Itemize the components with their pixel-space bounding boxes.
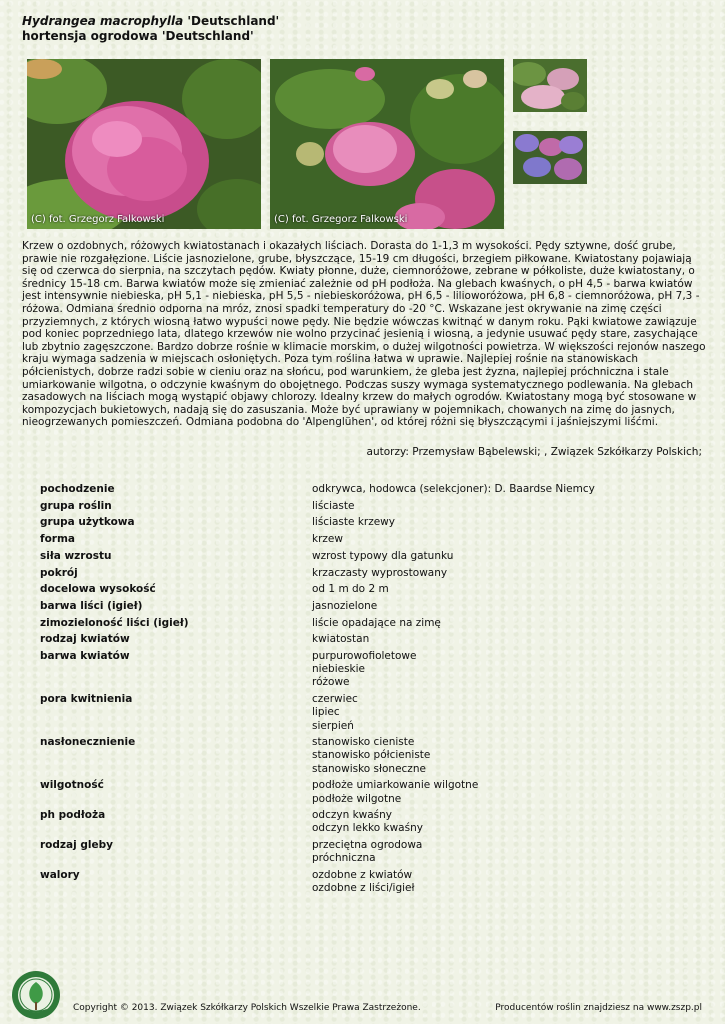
property-label: wilgotność	[40, 779, 104, 792]
property-values	[312, 500, 660, 517]
property-values	[312, 693, 660, 736]
thumbnail-2[interactable]	[513, 131, 587, 184]
property-value: niebieskie	[312, 663, 366, 676]
property-value: odczyn kwaśny	[312, 809, 393, 822]
property-row	[40, 550, 660, 567]
copyright-text: Copyright © 2013. Związek Szkółkarzy Polskich Wszelkie Prawa Zastrzeżone.	[73, 1003, 421, 1013]
property-label: grupa roślin	[40, 499, 112, 512]
property-label: barwa kwiatów	[40, 650, 130, 663]
property-value: liście opadające na zimę	[312, 616, 441, 629]
property-value: stanowisko półcieniste	[312, 749, 431, 762]
property-value: przeciętna ogrodowa	[312, 839, 423, 852]
photo-main[interactable]	[27, 59, 261, 229]
property-row	[40, 516, 660, 533]
property-value: liściaste krzewy	[312, 516, 395, 529]
property-value: krzew	[312, 533, 343, 546]
photo-credit: (C) fot. Grzegorz Falkowski	[274, 214, 408, 225]
property-value: stanowisko słoneczne	[312, 762, 426, 775]
property-value: ozdobne z kwiatów	[312, 869, 413, 882]
property-values	[312, 633, 660, 650]
property-values	[312, 779, 660, 809]
property-row	[40, 809, 660, 839]
property-value: odkrywca, hodowca (selekcjoner): D. Baardse Niemcy	[312, 483, 595, 495]
property-label: walory	[40, 869, 80, 882]
property-value: wzrost typowy dla gatunku	[312, 549, 454, 562]
property-label: pora kwitnienia	[40, 693, 133, 706]
property-values	[312, 650, 660, 693]
plant-title	[22, 14, 279, 44]
property-label: docelowa wysokość	[40, 583, 156, 596]
property-value: podłoże wilgotne	[312, 792, 402, 805]
latin-name: Hydrangea macrophylla	[22, 14, 184, 28]
polish-name: hortensja ogrodowa 'Deutschland'	[22, 29, 254, 43]
property-label: pokrój	[40, 566, 78, 579]
property-values	[312, 533, 660, 550]
property-values	[312, 839, 660, 869]
property-value: sierpień	[312, 719, 354, 732]
property-value: od 1 m do 2 m	[312, 583, 389, 596]
property-value: ozdobne z liści/igieł	[312, 882, 415, 895]
property-values	[312, 736, 660, 779]
property-value: próchniczna	[312, 852, 376, 865]
property-label: forma	[40, 533, 75, 546]
cultivar-name: 'Deutschland'	[183, 14, 280, 28]
property-value: liściaste	[312, 499, 355, 512]
property-values	[312, 869, 660, 899]
property-row	[40, 617, 660, 634]
property-value: krzaczasty wyprostowany	[312, 566, 448, 579]
property-label: rodzaj kwiatów	[40, 633, 130, 646]
property-values	[312, 600, 660, 617]
property-row	[40, 567, 660, 584]
property-row	[40, 500, 660, 517]
photo-second[interactable]	[270, 59, 504, 229]
property-row	[40, 693, 660, 736]
property-row	[40, 483, 660, 500]
property-label: ph podłoża	[40, 809, 106, 822]
property-values	[312, 567, 660, 584]
property-row	[40, 650, 660, 693]
property-values	[312, 617, 660, 634]
property-values	[312, 809, 660, 839]
property-label: nasłonecznienie	[40, 736, 136, 749]
property-row	[40, 600, 660, 617]
property-row	[40, 839, 660, 869]
property-row	[40, 533, 660, 550]
property-value: kwiatostan	[312, 633, 370, 646]
property-value: stanowisko cieniste	[312, 736, 415, 749]
properties-table	[40, 483, 660, 899]
property-values	[312, 483, 660, 500]
property-values	[312, 583, 660, 600]
photo-credit: (C) fot. Grzegorz Falkowski	[31, 214, 165, 225]
property-row	[40, 583, 660, 600]
authors: autorzy: Przemysław Bąbelewski; , Związek Szkółkarzy Polskich;	[366, 446, 702, 458]
property-label: zimozieloność liści (igieł)	[40, 616, 189, 629]
property-label: siła wzrostu	[40, 549, 112, 562]
property-row	[40, 779, 660, 809]
property-value: różowe	[312, 676, 350, 689]
property-value: jasnozielone	[312, 599, 378, 612]
property-value: purpurowofioletowe	[312, 650, 417, 663]
thumbnail-1[interactable]	[513, 59, 587, 112]
property-value: podłoże umiarkowanie wilgotne	[312, 779, 479, 792]
association-logo-icon	[11, 970, 61, 1020]
property-label: grupa użytkowa	[40, 516, 135, 529]
property-value: lipiec	[312, 706, 340, 719]
property-value: odczyn lekko kwaśny	[312, 822, 423, 835]
property-row	[40, 736, 660, 779]
property-label: rodzaj gleby	[40, 839, 113, 852]
property-values	[312, 516, 660, 533]
property-values	[312, 550, 660, 567]
property-value: czerwiec	[312, 693, 358, 706]
property-row	[40, 633, 660, 650]
property-label: barwa liści (igieł)	[40, 599, 143, 612]
property-row	[40, 869, 660, 899]
producers-link[interactable]: Producentów roślin znajdziesz na www.zszp.pl	[495, 1003, 702, 1013]
plant-description: Krzew o ozdobnych, różowych kwiatostanach i okazałych liściach. Dorasta do 1-1,3 m wysokości. Pędy sztywne, dość grube, prawie nie rozgałęzione. Liście jasnozielone, grube, błyszczące, 15-19 cm długości, brzegiem piłkowane. Kwiatostany pojawiają się od czerwca do sierpnia, na szczytach pędów. Kwiaty płonne, duże, ciemnoróżowe, zebrane w półkoliste, duże kwiatostany, o średnicy 15-18 cm. Barwa kwiatów może się zmieniać zależnie od pH podłoża. Na glebach kwaśnych, o pH 4,5 - barwa kwiatów jest intensywnie niebieska, pH 5,1 - niebieska, pH 5,5 - niebieskoróżowa, pH 6,5 - lilioworóżowa, pH 6,8 - ciemnoróżowa, pH 7,3 - różowa. Odmiana średnio odporna na mróz, znosi spadki temperatury do -20 °C. Wskazane jest okrywanie na zimę części przyziemnych, z których wiosną łatwo wypuści nowe pędy. Nie będzie wówczas kwitnąć w danym roku. Pąki kwiatowe zawiązuje pod koniec poprzedniego lata, dlatego krzewów nie wolno przycinać jesienią i wiosną, a jedynie usuwać pędy stare, zasychające lub zbytnio zagęszczone. Bardzo dobrze rośnie w klimacie morskim, o dużej wilgotności powietrza. W większości rejonów naszego kraju wymaga sadzenia w miejscach osłoniętych. Poza tym roślina łatwa w uprawie. Najlepiej rośnie na stanowiskach półcienistych, dobrze radzi sobie w cieniu oraz na słońcu, pod warunkiem, że gleba jest żyzna, najlepiej próchniczna i stale umiarkowanie wilgotna, o odczynie kwaśnym do obojętnego. Podczas suszy wymaga systematycznego podlewania. Na glebach zasadowych na liściach mogą wystąpić objawy chlorozy. Idealny krzew do małych ogrodów. Kwiatostany mogą być stosowane w kompozycjach bukietowych, nadają się do zasuszania. Może być uprawiany w pojemnikach, chowanych na zimę do jasnych, nieogrzewanych pomieszczeń. Odmiana podobna do 'Alpenglühen', od której różni się błyszczącymi i jaśniejszymi liśćmi.	[22, 240, 706, 429]
property-label: pochodzenie	[40, 483, 115, 495]
